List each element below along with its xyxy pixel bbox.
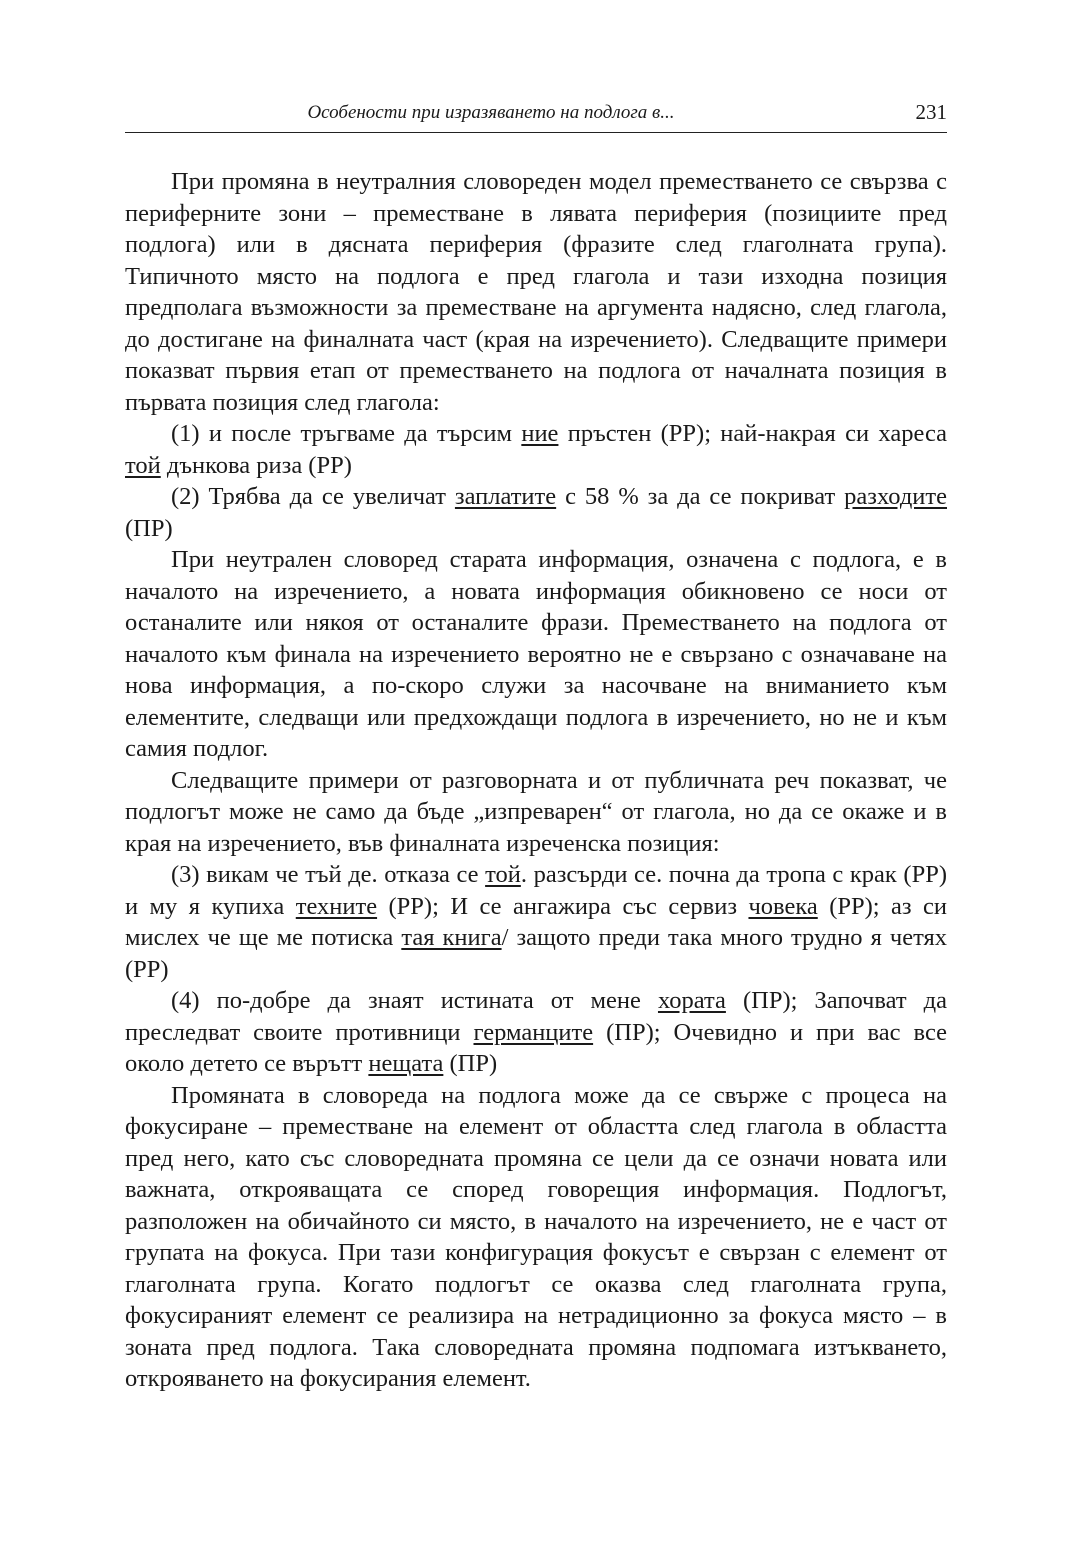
text-segment: / защото преди така много трудно я четях (РР) (125, 924, 947, 983)
text-segment: (ПР); Започват да преследват своите противници (125, 987, 947, 1046)
example-paragraph (125, 481, 947, 544)
main-text (125, 166, 947, 1395)
underlined-subject: тая книга (401, 924, 502, 951)
text-segment: (ПР) (125, 514, 173, 542)
text-segment: (1) и после тръгваме да търсим (171, 420, 522, 447)
text-segment: пръстен (РР); най-накрая си хареса (558, 420, 947, 447)
text-segment: (РР); аз си мислех че ще ме потиска (125, 892, 948, 951)
underlined-subject: заплатите (454, 483, 557, 510)
text-segment: (2) Трябва да се увеличат (171, 483, 455, 510)
underlined-subject: той (485, 861, 521, 888)
running-title: Особености при изразяването на подлога в... (307, 102, 675, 123)
text-paragraph (125, 166, 947, 418)
text-segment: . разсърди се. почна да тропа с крак (РР) и му я купиха (125, 861, 947, 920)
example-paragraph (125, 985, 947, 1080)
text-segment: (4) по-добре да знаят истината от мене (171, 987, 658, 1014)
text-paragraph (125, 765, 947, 860)
text-segment: (ПР) (443, 1050, 498, 1077)
underlined-subject: германците (473, 1018, 594, 1046)
text-segment: дънкова риза (РР) (160, 451, 352, 479)
underlined-subject: ние (521, 420, 559, 447)
underlined-subject: техните (295, 892, 378, 920)
text-segment: При неутрален словоред старата информация, означена с подлога, е в началото на изречението, а новата информация обикновено се носи от останалите или някоя от останалите фрази. Преместването на подлога от началото към финала на изречението вероятно не е свързано с означаване на нова информация, а по-скоро служи за насочване на вниманието към елементите, следващи или предхождащи подлога в изречението, но не и към самия подлог. (125, 546, 947, 762)
text-paragraph (125, 1080, 947, 1395)
text-paragraph (125, 544, 947, 765)
underlined-subject: хората (657, 987, 726, 1014)
underlined-subject: той (125, 451, 161, 479)
page-number: 231 (915, 100, 947, 124)
underlined-subject: човека (748, 892, 818, 920)
text-segment: Промяната в словореда на подлога може да се свърже с процеса на фокусиране – преместване на елемент от областта след глагола в областта пред него, като със словоредната промяна се цели да се означи новата или важната, открояващата се според говорещия информация. Подлогът, разположен на обичайното си място, в началото на изречението, не е част от групата на фокуса. При тази конфигурация фокусът е свързан с елемент от глаголната група. Когато подлогът се оказва след глаголната група, фокусираният елемент се реализира на нетрадиционно за фокуса място – в зоната пред подлога. Така словоредната промяна подпомага изтъкването, открояването на фокусирания елемент. (125, 1081, 947, 1392)
text-segment: (ПР); Очевидно и при вас все около детето се върътт (125, 1018, 947, 1077)
running-header (125, 98, 947, 133)
text-segment: (3) викам че тъй де. отказа се (171, 861, 486, 888)
example-paragraph (125, 418, 947, 481)
text-segment: При промяна в неутралния словореден модел преместването се свързва с периферните зони – преместване в лявата периферия (позициите пред подлога) или в дясната периферия (фразите след глаголната група). Типичното място на подлога е пред глагола и тази изходна позиция предполага възможности за преместване на аргумента надясно, след глагола, до достигане на финалната част (края на изречението). Следващите примери показват първия етап от преместването на подлога от началната позиция в първата позиция след глагола: (125, 168, 947, 416)
text-segment: с 58 % за да се покриват (556, 483, 845, 510)
underlined-subject: нещата (368, 1050, 444, 1077)
underlined-subject: разходите (844, 483, 947, 510)
text-segment: Следващите примери от разговорната и от публичната реч показват, че подлогът може не само да бъде „изпреварен“ от глагола, но да се окаже и в края на изречението, във финалната изреченска позиция: (125, 766, 947, 857)
text-segment: (РР); И се ангажира със сервиз (377, 892, 749, 920)
example-paragraph (125, 859, 947, 985)
